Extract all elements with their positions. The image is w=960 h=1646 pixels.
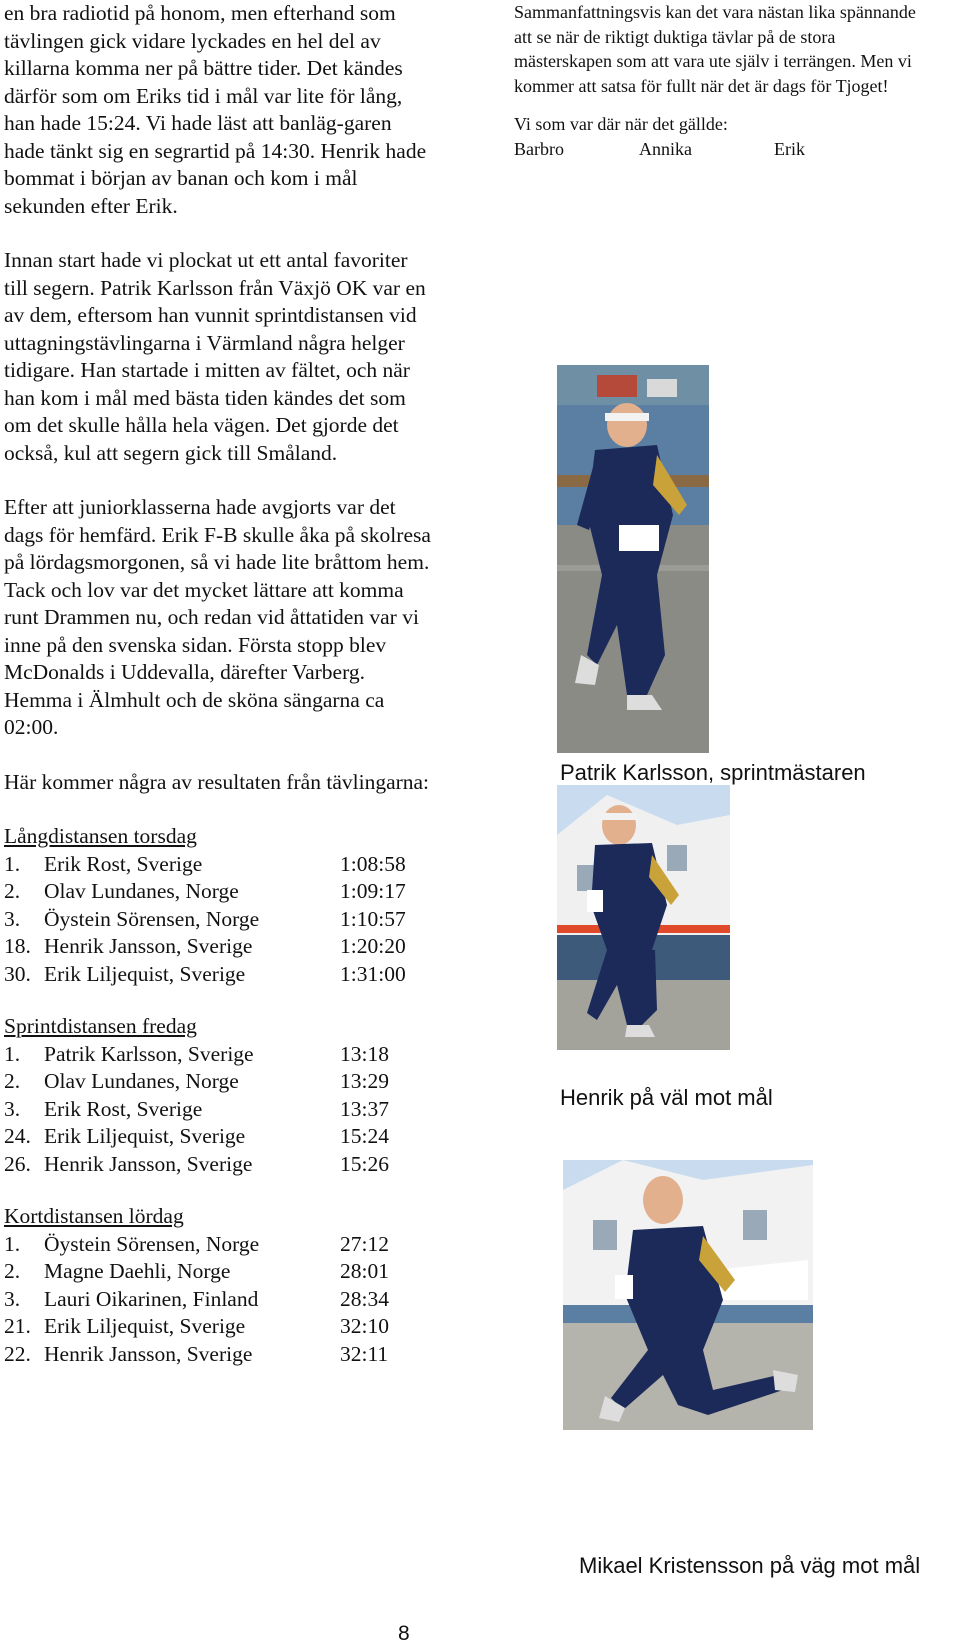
- result-name: Lauri Oikarinen, Finland: [44, 1286, 259, 1311]
- result-time: 28:01: [340, 1259, 389, 1283]
- result-time: 13:37: [340, 1096, 389, 1121]
- result-time: 13:18: [340, 1041, 389, 1066]
- result-rank: 18.: [4, 934, 31, 958]
- summary-paragraph: Sammanfattningsvis kan det vara nästan lika spännande att se när de riktigt duktiga tävlar på de stora mästerskapen som att vara ute själv i terrängen. Men vi kommer att satsa för fullt när det är dags för Tjoget!: [514, 2, 916, 96]
- photo-henrik: [557, 785, 730, 1050]
- result-row: [4, 1151, 434, 1179]
- result-name: Henrik Jansson, Sverige: [44, 1151, 253, 1176]
- signer-name: Annika: [639, 138, 692, 159]
- results-heading: Sprintdistansen fredag: [4, 1014, 197, 1038]
- result-row: [4, 1096, 434, 1124]
- result-time: 1:08:58: [340, 851, 406, 876]
- results-heading: Kortdistansen lördag: [4, 1204, 184, 1228]
- caption-photo-3: Mikael Kristensson på väg mot mål: [579, 1553, 921, 1578]
- result-rank: 3.: [4, 1096, 21, 1121]
- result-name: Olav Lundanes, Norge: [44, 1069, 239, 1093]
- result-time: 15:26: [340, 1151, 389, 1176]
- result-time: 28:34: [340, 1286, 389, 1311]
- result-row: [4, 1286, 434, 1314]
- result-time: 13:29: [340, 1069, 389, 1093]
- result-time: 15:24: [340, 1124, 389, 1148]
- result-row: [4, 1231, 434, 1259]
- result-time: 1:10:57: [340, 906, 406, 931]
- result-name: Erik Rost, Sverige: [44, 1096, 203, 1121]
- result-row: [4, 878, 434, 906]
- result-name: Erik Liljequist, Sverige: [44, 961, 246, 986]
- result-name: Magne Daehli, Norge: [44, 1259, 231, 1283]
- signatures: [514, 137, 934, 162]
- result-rank: 26.: [4, 1151, 31, 1176]
- photo-mikael-kristensson: [563, 1160, 813, 1430]
- paragraph-3: Efter att juniorklasserna hade avgjorts var det dags för hemfärd. Erik F-B skulle åka på skolresa på lördagsmorgonen, så vi hade lite bråttom hem. Tack och lov var det mycket lättare att komma runt Drammen nu, och redan vid åttatiden var vi inne på den svenska sidan. Första stopp blev McDonalds i Uddevalla, därefter Varberg. Hemma i Älmhult och de sköna sängarna ca 02:00.: [4, 495, 431, 739]
- result-rank: 2.: [4, 1259, 21, 1283]
- result-time: 1:20:20: [340, 934, 406, 958]
- result-rank: 24.: [4, 1124, 31, 1148]
- results-sprint: [4, 1013, 434, 1178]
- signature-intro: Vi som var där när det gällde:: [514, 114, 728, 134]
- result-row: [4, 1123, 434, 1151]
- result-row: [4, 851, 434, 879]
- result-name: Öystein Sörensen, Norge: [44, 1231, 260, 1256]
- page-number: 8: [398, 1622, 410, 1645]
- result-rank: 3.: [4, 906, 21, 931]
- result-name: Erik Liljequist, Sverige: [44, 1314, 246, 1338]
- result-time: 1:31:00: [340, 961, 406, 986]
- signer-name: Barbro: [514, 138, 564, 159]
- paragraph-4: Här kommer några av resultaten från tävlingarna:: [4, 769, 430, 794]
- caption-photo-1: Patrik Karlsson, sprintmästaren: [560, 760, 866, 785]
- result-name: Henrik Jansson, Sverige: [44, 1341, 253, 1366]
- result-name: Patrik Karlsson, Sverige: [44, 1041, 254, 1066]
- result-name: Öystein Sörensen, Norge: [44, 906, 260, 931]
- paragraph-1: en bra radiotid på honom, men efterhand som tävlingen gick vidare lyckades en hel del av killarna komma ner på bättre tider. Det kändes därför som om Eriks tid i mål var lite för lång, han hade 15:24. Vi hade läst att banläg-garen hade tänkt sig en segrartid på 14:30. Henrik hade bommat i början av banan och kom i mål sekunden efter Erik.: [4, 1, 427, 218]
- result-row: [4, 1041, 434, 1069]
- result-row: [4, 906, 434, 934]
- result-rank: 3.: [4, 1286, 21, 1311]
- result-rank: 1.: [4, 851, 21, 876]
- result-row: [4, 1068, 434, 1096]
- result-time: 1:09:17: [340, 879, 406, 903]
- result-rank: 21.: [4, 1314, 31, 1338]
- results-heading: Långdistansen torsdag: [4, 824, 197, 848]
- result-name: Erik Rost, Sverige: [44, 851, 203, 876]
- results-long: [4, 823, 434, 988]
- result-time: 27:12: [340, 1231, 389, 1256]
- result-name: Olav Lundanes, Norge: [44, 879, 239, 903]
- result-rank: 30.: [4, 961, 31, 986]
- signer-name: Erik: [774, 138, 805, 159]
- left-column: [4, 0, 434, 1393]
- caption-photo-2: Henrik på väl mot mål: [560, 1085, 773, 1110]
- right-column: [514, 0, 934, 161]
- result-name: Henrik Jansson, Sverige: [44, 934, 253, 958]
- result-row: [4, 961, 434, 989]
- result-time: 32:11: [340, 1341, 389, 1366]
- result-time: 32:10: [340, 1314, 389, 1338]
- result-row: [4, 1341, 434, 1369]
- result-row: [4, 1313, 434, 1341]
- result-rank: 1.: [4, 1231, 21, 1256]
- result-row: [4, 1258, 434, 1286]
- result-rank: 2.: [4, 879, 21, 903]
- paragraph-2: Innan start hade vi plockat ut ett antal favoriter till segern. Patrik Karlsson från Växjö OK var en av dem, eftersom han vunnit sprintdistansen vid uttagningstävlingarna i Värmland några helger tidigare. Han startade i mitten av fältet, och när han kom i mål med bästa tiden kändes det som om det skulle hålla hela vägen. Det gjorde det också, kul att segern gick till Småland.: [4, 248, 426, 465]
- result-rank: 2.: [4, 1069, 21, 1093]
- result-row: [4, 933, 434, 961]
- results-short: [4, 1203, 434, 1368]
- result-name: Erik Liljequist, Sverige: [44, 1124, 246, 1148]
- result-rank: 22.: [4, 1341, 31, 1366]
- result-rank: 1.: [4, 1041, 21, 1066]
- photo-patrik-karlsson: [557, 365, 709, 753]
